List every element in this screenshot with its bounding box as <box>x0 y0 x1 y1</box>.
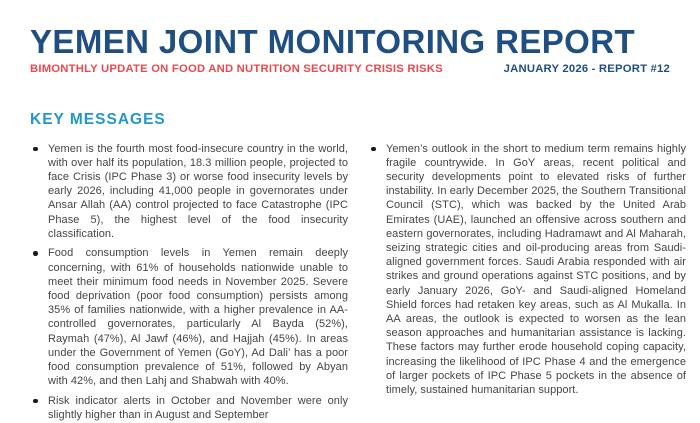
report-title: YEMEN JOINT MONITORING REPORT <box>30 23 636 60</box>
report-subtitle: BIMONTHLY UPDATE ON FOOD AND NUTRITION SECURITY CRISIS RISKS <box>30 63 443 75</box>
bullet-text: Yemen is the fourth most food-insecure country in the world, with over half its population, 18.3 million people, projected to face Crisis (IPC Phase 3) or worse food insecurity levels by early 2026, including 41,000 people in governorates under Ansar Allah (AA) control projected to face Catastrophe (IPC Phase 5), the highest level of the food insecurity classification. <box>48 142 348 240</box>
bullet-item-food-insecurity <box>30 142 348 241</box>
bullet-text: Food consumption levels in Yemen remain deeply concerning, with 61% of households nationwide unable to meet their minimum food needs in November 2025. Severe food deprivation (poor food consumption) persists among 35% of families nationwide, with a higher prevalence in AA-controlled governorates, particularly Al Bayda (52%), Raymah (47%), Al Jawf (46%), and Hajjah (45%). In areas under the Government of Yemen (GoY), Ad Dali’ has a poor food consumption prevalence of 51%, followed by Abyan with 42%, and then Lahj and Shabwah with 40%. <box>48 247 348 388</box>
bullet-icon <box>371 147 376 152</box>
bullet-icon <box>33 147 38 152</box>
left-column <box>30 142 348 423</box>
report-subtitle-row <box>30 62 670 76</box>
report-header <box>30 25 670 76</box>
bullet-icon <box>33 399 38 404</box>
section-heading-key-messages: KEY MESSAGES <box>30 111 166 128</box>
bullet-text: Risk indicator alerts in October and November were only slightly higher than in August and September <box>48 394 348 422</box>
bullet-item-risk-indicators <box>30 394 348 422</box>
bullet-item-outlook <box>368 142 686 398</box>
key-messages-columns <box>30 142 686 423</box>
bullet-text: Yemen’s outlook in the short to medium term remains highly fragile countrywide. In GoY areas, recent political and security developments point to elevated risks of further instability. In early December 2025, the Southern Transitional Council (STC), which was backed by the United Arab Emirates (UAE), launched an offensive across southern and eastern governorates, including Hadramawt and Al Maharah, seizing strategic cities and oil-producing areas from Saudi-aligned government forces. Saudi Arabia responded with air strikes and ground operations against STC positions, and by early January 2026, GoY- and Saudi-aligned Homeland Shield forces had retaken key areas, such as Al Mukalla. In AA areas, the outlook is expected to worsen as the lean season approaches and humanitarian assistance is lacking. These factors may further erode household coping capacity, increasing the likelihood of IPC Phase 4 and the emergence of larger pockets of IPC Phase 5 pockets in the absence of timely, sustained humanitarian support. <box>386 142 686 396</box>
report-edition: JANUARY 2026 - REPORT #12 <box>503 63 670 75</box>
bullet-item-food-consumption <box>30 246 348 388</box>
bullet-icon <box>33 251 38 256</box>
right-column <box>368 142 686 423</box>
